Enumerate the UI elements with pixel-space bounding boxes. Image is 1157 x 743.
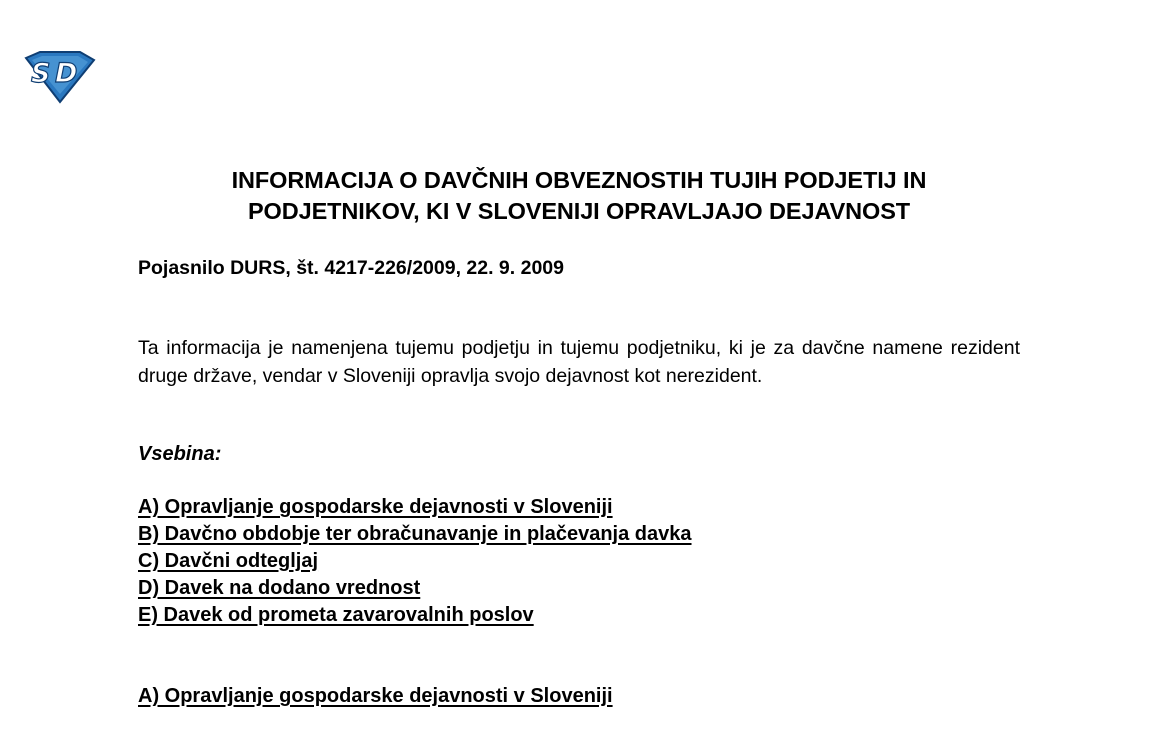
section-text-cut-off — [138, 733, 1020, 743]
toc-link-e[interactable]: E) Davek od prometa zavarovalnih poslov — [138, 604, 534, 626]
svg-text:D: D — [55, 58, 78, 89]
intro-paragraph: Ta informacija je namenjena tujemu podjetju in tujemu podjetniku, ki je za davčne namene rezident druge države, vendar v Sloveniji opravlja svojo dejavnost kot nerezident. — [138, 337, 1020, 387]
table-of-contents — [138, 494, 692, 629]
document-title-line-1: INFORMACIJA O DAVČNIH OBVEZNOSTIH TUJIH PODJETIJ IN — [231, 167, 927, 193]
document-title-line-2: PODJETNIKOV, KI V SLOVENIJI OPRAVLJAJO DEJAVNOST — [247, 198, 911, 224]
svg-text:S: S — [31, 58, 51, 89]
document-title — [138, 165, 1020, 227]
sd-logo-icon — [22, 48, 96, 104]
contents-heading: Vsebina: — [138, 443, 222, 465]
section-heading-a: A) Opravljanje gospodarske dejavnosti v Sloveniji — [138, 685, 613, 707]
toc-link-a[interactable]: A) Opravljanje gospodarske dejavnosti v Sloveniji — [138, 496, 613, 518]
reference-line: Pojasnilo DURS, št. 4217-226/2009, 22. 9. 2009 — [138, 257, 564, 279]
toc-link-b[interactable]: B) Davčno obdobje ter obračunavanje in plačevanja davka — [138, 523, 692, 545]
toc-link-d[interactable]: D) Davek na dodano vrednost — [138, 577, 421, 599]
toc-link-c[interactable]: C) Davčni odtegljaj — [138, 550, 319, 572]
